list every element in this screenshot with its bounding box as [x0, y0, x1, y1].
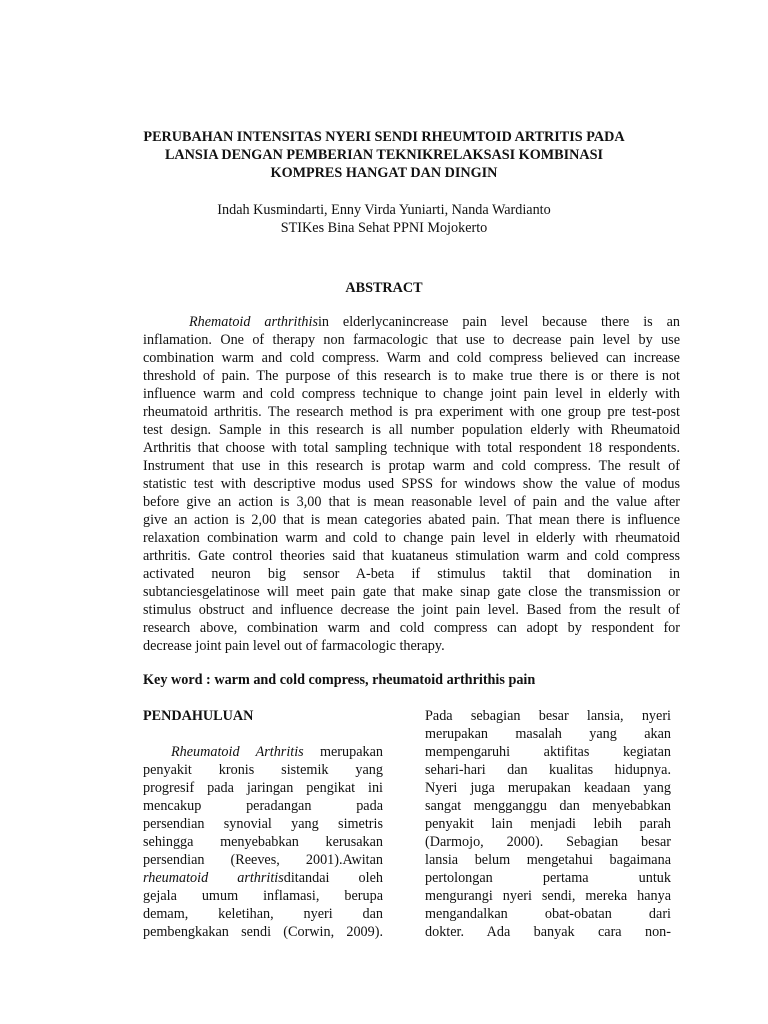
paragraph-line: sehingga menyebabkan kerusakan: [143, 834, 383, 850]
right-column: [425, 707, 671, 941]
paragraph-line: mengurangi nyeri sendi, mereka hanya: [425, 888, 671, 904]
title-line: PERUBAHAN INTENSITAS NYERI SENDI RHEUMTOID ARTRITIS PADA: [143, 129, 625, 145]
paragraph-line: mempengaruhi aktifitas kegiatan: [425, 744, 671, 760]
title-line: LANSIA DENGAN PEMBERIAN TEKNIKRELAKSASI KOMBINASI: [164, 147, 604, 163]
paragraph-line: persendian (Reeves, 2001).Awitan: [143, 852, 383, 868]
abstract-line: statistic test with descriptive modus used SPSS for windows show the value of modus: [143, 476, 680, 492]
text-fragment: merupakan: [303, 744, 383, 760]
paragraph-line: sangat mengganggu dan menyebabkan: [425, 798, 671, 814]
paragraph-line: [143, 869, 383, 887]
abstract-line: [143, 313, 680, 331]
abstract-line: influence warm and cold compress technique to change joint pain level in elderly with: [143, 386, 680, 402]
author-affiliation: STIKes Bina Sehat PPNI Mojokerto: [280, 220, 488, 236]
italic-term: rheumatoid arthritis: [143, 870, 284, 886]
paragraph-line: penyakit lain menjadi lebih parah: [425, 816, 671, 832]
abstract-line: decrease joint pain level out of farmacologic therapy.: [143, 638, 445, 654]
abstract-line: rheumatoid arthritis. The research method is pra experiment with one group pre test-post: [143, 404, 680, 420]
author-names: Indah Kusmindarti, Enny Virda Yuniarti, Nanda Wardianto: [217, 202, 551, 218]
abstract-first-rest: in elderlycanincrease pain level because there is an: [317, 314, 680, 330]
paragraph-line: sehari-hari dan kualitas hidupnya.: [425, 762, 671, 778]
paragraph-line: progresif pada jaringan pengikat ini: [143, 780, 383, 796]
paragraph-line: gejala umum inflamasi, berupa: [143, 888, 383, 904]
section-heading: PENDAHULUAN: [143, 708, 254, 724]
abstract-body: [143, 313, 680, 655]
abstract-line: activated neuron big sensor A-beta if stimulus taktil that domination in: [143, 566, 680, 582]
abstract-line: relaxation combination warm and cold to change pain level in elderly with rheumatoid: [143, 530, 680, 546]
abstract-heading: ABSTRACT: [345, 280, 423, 296]
abstract-line: test design. Sample in this research is all number population elderly with Rheumatoid: [143, 422, 680, 438]
paragraph-line: penyakit kronis sistemik yang: [143, 762, 383, 778]
abstract-line: threshold of pain. The purpose of this research is to make true there is or there is not: [143, 368, 680, 384]
abstract-line: combination warm and cold compress. Warm and cold compress believed can increase: [143, 350, 680, 366]
abstract-line: Instrument that use in this research is protap warm and cold compress. The result of: [143, 458, 680, 474]
paragraph-line: Pada sebagian besar lansia, nyeri: [425, 708, 671, 724]
paragraph-line: pembengkakan sendi (Corwin, 2009).: [143, 924, 383, 940]
paragraph-line: pertolongan pertama untuk: [425, 870, 671, 886]
paragraph-line: persendian synovial yang simetris: [143, 816, 383, 832]
left-column: [143, 707, 383, 941]
paragraph-line: mencakup peradangan pada: [143, 798, 383, 814]
abstract-line: before give an action is 3,00 that is mean reasonable level of pain and the value after: [143, 494, 680, 510]
italic-term: Rheumatoid Arthritis: [171, 744, 304, 760]
abstract-line: subtanciesgelatinose will meet pain gate that make sinap gate close the transmission or: [143, 584, 680, 600]
abstract-line: Arthritis that choose with total sampling technique with total respondent 18 respondents.: [143, 440, 680, 456]
paragraph-line: lansia belum mengetahui bagaimana: [425, 852, 671, 868]
abstract-italic-term: Rhematoid arthrithis: [189, 314, 318, 330]
paragraph-line: dokter. Ada banyak cara non-: [425, 924, 671, 940]
author-block: [120, 201, 648, 237]
abstract-line: research above, combination warm and cold compress can adopt by respondent for: [143, 620, 680, 636]
paragraph-line: merupakan masalah yang akan: [425, 726, 671, 742]
paragraph-line: Nyeri juga merupakan keadaan yang: [425, 780, 671, 796]
abstract-line: inflamation. One of therapy non farmacologic that use to decrease pain level by use: [143, 332, 680, 348]
keywords: Key word : warm and cold compress, rheumatoid arthrithis pain: [143, 672, 536, 688]
paragraph-line: mengandalkan obat-obatan dari: [425, 906, 671, 922]
paragraph-line: (Darmojo, 2000). Sebagian besar: [425, 834, 671, 850]
abstract-line: arthritis. Gate control theories said that kuataneus stimulation warm and cold compress: [143, 548, 680, 564]
text-fragment: ditandai oleh: [283, 870, 383, 886]
title-line: KOMPRES HANGAT DAN DINGIN: [270, 165, 498, 181]
paragraph-line: demam, keletihan, nyeri dan: [143, 906, 383, 922]
abstract-line: give an action is 2,00 that is mean categories abated pain. That mean there is influence: [143, 512, 680, 528]
abstract-line: stimulus obstruct and influence decrease the joint pain level. Based from the result of: [143, 602, 680, 618]
paragraph-line: [143, 743, 383, 761]
paper-title: [120, 128, 648, 182]
